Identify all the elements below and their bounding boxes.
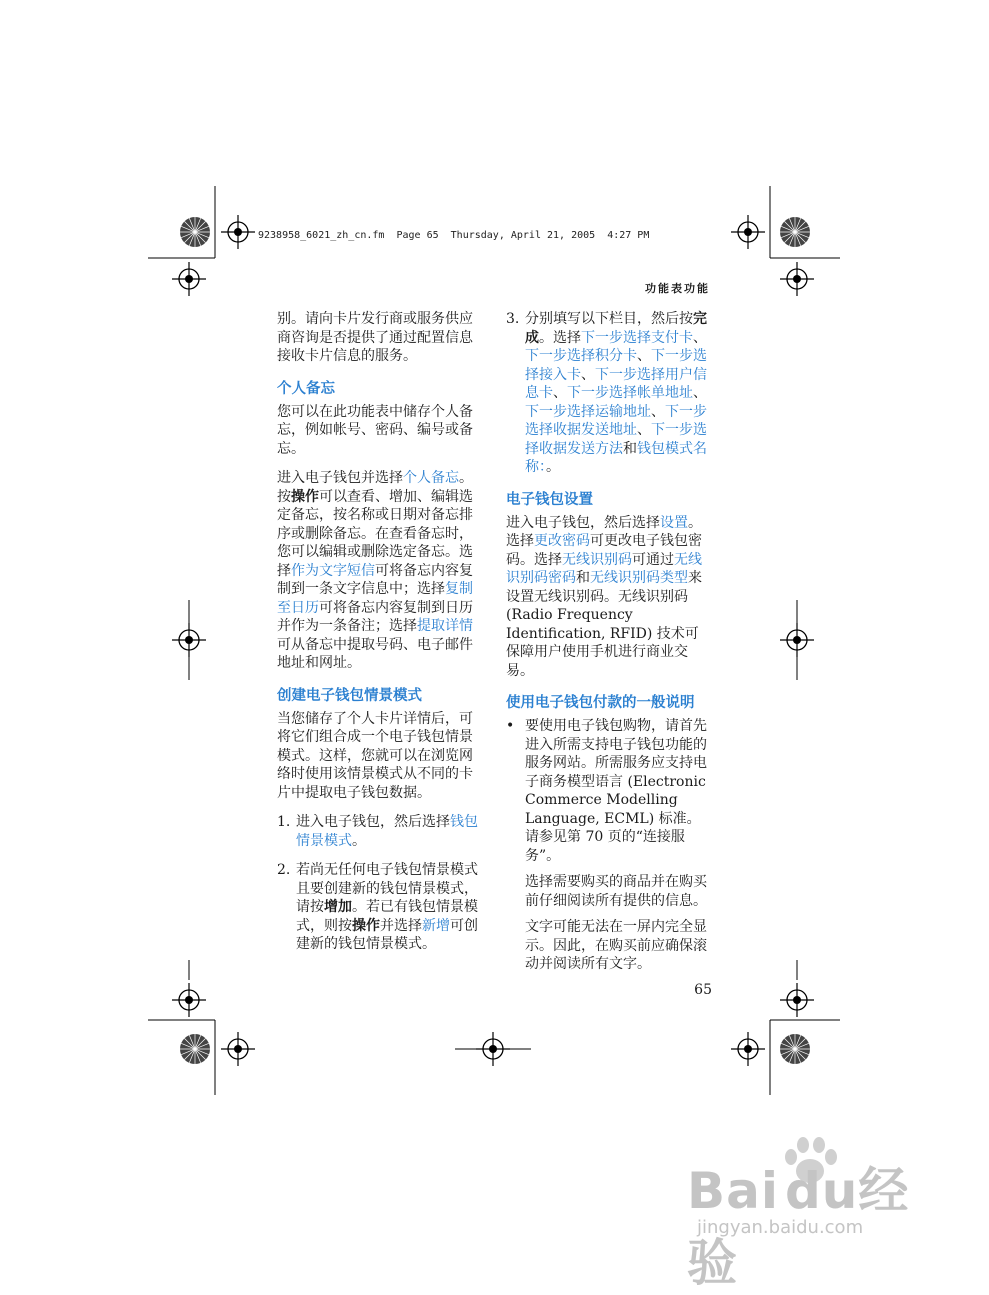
link-as-text-message[interactable]: 作为文字短信 — [291, 562, 375, 579]
print-header: 9238958_6021_zh_cn.fm Page 65 Thursday, April 21, 2005 4:27 PM — [258, 230, 650, 241]
link-next-billing-address[interactable]: 下一步选择帐单地址 — [567, 385, 693, 401]
step-1: 1. 进入电子钱包，然后选择钱包情景模式。 — [277, 814, 478, 849]
link-next-access-card[interactable]: 下一步选择接入卡 — [525, 348, 707, 383]
step-3: 3. 分别填写以下栏目，然后按完成。选择下一步选择支付卡、下一步选择积分卡、下一步选择接入卡、下一步选择用户信息卡、下一步选择帐单地址、下一步选择运输地址、下一步选择收据发送地址、下一步选择收据发送方法和钱包模式名称：。 — [506, 311, 707, 475]
key-add: 增加 — [324, 899, 352, 915]
list-item: • 要使用电子钱包购物，请首先进入所需支持电子钱包功能的服务网站。所需服务应支持电子商务模型语言 (Electronic Commerce Modelling Language, ECML) 标准。请参见第 70 页的“连接服务”。 — [506, 718, 707, 864]
link-next-payment-card[interactable]: 下一步选择支付卡 — [581, 329, 693, 346]
link-wallet-profile-name[interactable]: 钱包模式名称： — [525, 440, 707, 475]
payment-note-2: 文字可能无法在一屏内完全显示。因此，在购买前应确保滚动并阅读所有文字。 — [525, 919, 707, 972]
link-next-user-info-card[interactable]: 下一步选择用户信息卡 — [525, 366, 707, 401]
link-new[interactable]: 新增 — [422, 917, 450, 934]
step-2: 2. 若尚无任何电子钱包情景模式且要创建新的钱包情景模式，请按增加。若已有钱包情景模式，则按操作并选择新增可创建新的钱包情景模式。 — [277, 862, 478, 952]
page-number: 65 — [694, 982, 712, 998]
payment-note-1: 选择需要购买的商品并在购买前仔细阅读所有提供的信息。 — [525, 874, 707, 909]
link-rfid[interactable]: 无线识别码 — [562, 551, 632, 568]
wallet-settings-paragraph: 进入电子钱包，然后选择设置。选择更改密码可更改电子钱包密码。选择无线识别码可通过无线识别码密码和无线识别码类型来设置无线识别码。无线识别码 (Radio Frequency Identification, RFID) 技术可保障用户使用手机进行商业交易。 — [506, 514, 702, 679]
key-done: 完成 — [525, 311, 707, 346]
personal-notes-actions-paragraph: 进入电子钱包并选择个人备忘。按操作可以查看、增加、编辑选定备忘，按名称或日期对备忘排序或删除备忘。在查看备忘时，您可以编辑或删除选定备忘。选择作为文字短信可将备忘内容复制到一条文字信息中；选择复制至日历可将备忘内容复制到日历并作为一条备注；选择提取详情可从备忘中提取号码、电子邮件地址和网址。 — [277, 470, 473, 671]
intro-paragraph: 别。请向卡片发行商或服务供应商咨询是否提供了通过配置信息接收卡片信息的服务。 — [277, 311, 473, 364]
link-wallet-profiles[interactable]: 钱包情景模式 — [296, 814, 478, 849]
key-options: 操作 — [352, 917, 380, 934]
personal-notes-paragraph: 您可以在此功能表中储存个人备忘，例如帐号、密码、编号或备忘。 — [277, 403, 473, 457]
heading-personal-notes: 个人备忘 — [277, 380, 335, 397]
watermark-url: jingyan.baidu.com — [697, 1217, 864, 1238]
link-next-receipt-method[interactable]: 下一步选择收据发送方法 — [525, 422, 707, 457]
bullet: • — [506, 718, 515, 734]
link-next-loyalty-card[interactable]: 下一步选择积分卡 — [525, 348, 637, 364]
link-rfid-code[interactable]: 无线识别码密码 — [506, 551, 702, 586]
link-personal-notes[interactable]: 个人备忘 — [403, 470, 459, 486]
key-options: 操作 — [291, 488, 319, 505]
link-change-code[interactable]: 更改密码 — [534, 533, 590, 549]
link-next-shipping-address[interactable]: 下一步选择运输地址 — [525, 403, 651, 420]
watermark-logo-text: Bai du经验 — [687, 1162, 910, 1292]
heading-create-wallet-profile: 创建电子钱包情景模式 — [277, 687, 422, 704]
watermark-logo — [687, 1135, 937, 1292]
link-settings[interactable]: 设置 — [660, 514, 688, 531]
heading-payment-general: 使用电子钱包付款的一般说明 — [506, 695, 695, 711]
link-copy-to-calendar[interactable]: 复制至日历 — [277, 581, 473, 616]
right-column — [506, 310, 712, 982]
section-header: 功能表功能 — [645, 282, 710, 295]
link-extract-details[interactable]: 提取详情 — [417, 618, 473, 634]
left-column — [277, 310, 482, 965]
create-profile-paragraph: 当您储存了个人卡片详情后，可将它们组合成一个电子钱包情景模式。这样，您就可以在浏览网络时使用该情景模式从不同的卡片中提取电子钱包数据。 — [277, 710, 473, 801]
heading-wallet-settings: 电子钱包设置 — [506, 491, 593, 508]
link-rfid-type[interactable]: 无线识别码类型 — [590, 570, 688, 586]
link-next-receipt-address[interactable]: 下一步选择收据发送地址 — [525, 403, 707, 438]
